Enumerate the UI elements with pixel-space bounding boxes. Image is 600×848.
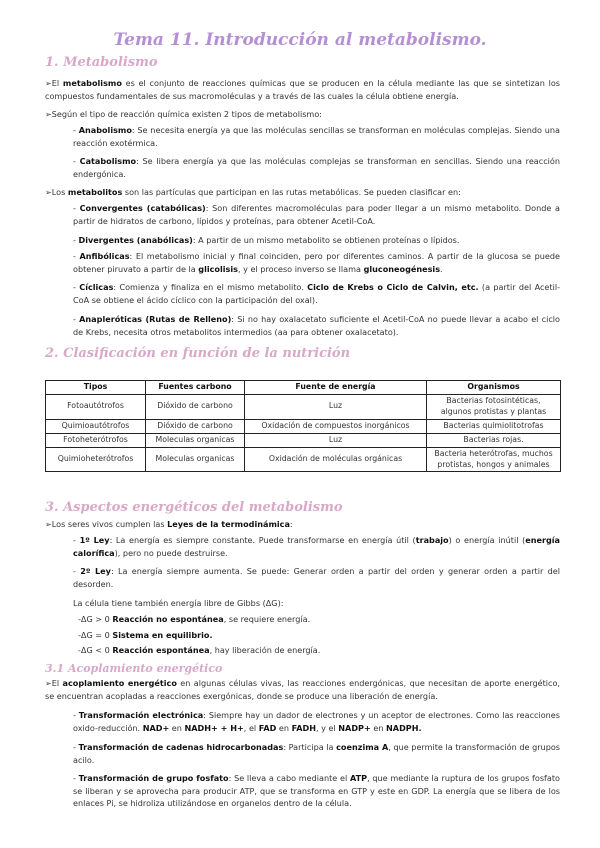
header-fuentes-carbono: Fuentes carbono xyxy=(146,381,245,395)
gibbs-intro: La célula tiene también energía libre de Gibbs (ΔG): xyxy=(73,598,284,608)
anfibolicas-item: - Anfibólicas: El metabolismo inicial y final coinciden, pero por diferentes caminos. A partir de la glucosa se puede obtener piruvato a partir de la glicolisis, y el proceso inverso se llama gluconeogénesis. xyxy=(73,251,560,274)
cell-organismos: Bacterias fotosintéticas, algunos protistas y plantas xyxy=(427,395,561,420)
section-3-heading: 3. Aspectos energéticos del metabolismo xyxy=(45,500,343,515)
grupo-fosfato-item: - Transformación de grupo fosfato: Se lleva a cabo mediante el ATP, que mediante la ruptura de los grupos fosfato se liberan y se aprovecha para producir ATP, que se transforma en GTP y este en GDP. La energía que se libera de los enlaces Pi, se hidroliza utilizándose en organelos dentro de la célula. xyxy=(73,773,560,809)
cell-carbono: Moleculas organicas xyxy=(146,433,245,447)
cell-tipo: Fotoautótrofos xyxy=(46,395,146,420)
nutrition-table xyxy=(45,380,561,472)
metabolism-types-intro: ➢Según el tipo de reacción química existen 2 tipos de metabolismo: xyxy=(45,109,322,119)
header-fuente-energia: Fuente de energía xyxy=(245,381,427,395)
ciclicas-item: - Cíclicas: Comienza y finaliza en el mismo metabolito. Ciclo de Krebs o Ciclo de Calvin, etc. (a partir del Acetil-CoA se obtiene el ácido cíclico con la participación del oxal). xyxy=(73,282,560,305)
cell-energia: Oxidación de moléculas orgánicas xyxy=(245,447,427,472)
anapleroticas-item: - Anapleróticas (Rutas de Relleno): Si no hay oxalacetato suficiente el Acetil-CoA no puede llevar a acabo el ciclo de Krebs, necesita otros metabolitos intermedios (aa para obtener oxalacetato). xyxy=(73,314,560,337)
convergentes-item: - Convergentes (catabólicas): Son diferentes macromoléculas para poder llegar a un mismo metabolito. Donde a partir de hidratos de carbono, lípidos y proteínas, para obtener Acetil-CoA. xyxy=(73,203,560,226)
page-title: Tema 11. Introducción al metabolismo. xyxy=(113,30,487,50)
gibbs-positive: -ΔG > 0 Reacción no espontánea, se requiere energía. xyxy=(78,614,311,624)
transformacion-electronica-item: - Transformación electrónica: Siempre hay un dador de electrones y un aceptor de electrones. Como las reacciones oxido-reducción. NAD+ en NADH+ + H+, el FAD en FADH, y el NADP+ en NADPH. xyxy=(73,710,560,733)
cadenas-hidrocarbonadas-item: - Transformación de cadenas hidrocarbonadas: Participa la coenzima A, que permite la transformación de grupos acilo. xyxy=(73,742,560,765)
table-row xyxy=(46,447,561,472)
metabolismo-definition: ➢El metabolismo es el conjunto de reacciones químicas que se producen en la célula mediante las que se sintetizan los compuestos fundamentales de sus macromoléculas y a través de las cuales la célula obtiene energía. xyxy=(45,78,560,101)
cell-organismos: Bacteria heterótrofas, muchos protistas, hongos y animales xyxy=(427,447,561,472)
cell-energia: Luz xyxy=(245,395,427,420)
table-row xyxy=(46,395,561,420)
cell-energia: Oxidación de compuestos inorgánicos xyxy=(245,419,427,433)
termodinamica-intro: ➢Los seres vivos cumplen las Leyes de la termodinámica: xyxy=(45,519,293,529)
cell-carbono: Dióxido de carbono xyxy=(146,395,245,420)
metabolitos-intro: ➢Los metabolitos son las partículas que participan en las rutas metabólicas. Se pueden clasificar en: xyxy=(45,187,461,197)
table-row xyxy=(46,419,561,433)
header-organismos: Organismos xyxy=(427,381,561,395)
section-2-heading: 2. Clasificación en función de la nutrición xyxy=(45,346,351,361)
header-tipos: Tipos xyxy=(46,381,146,395)
cell-tipo: Fotoheterótrofos xyxy=(46,433,146,447)
section-1-heading: 1. Metabolismo xyxy=(45,55,158,70)
segunda-ley-item: - 2º Ley: La energía siempre aumenta. Se puede: Generar orden a partir del orden y generar orden a partir del desorden. xyxy=(73,566,561,589)
cell-carbono: Moleculas organicas xyxy=(146,447,245,472)
cell-organismos: Bacterias rojas. xyxy=(427,433,561,447)
primera-ley-item: - 1º Ley: La energía es siempre constante. Puede transformarse en energía útil (trabajo) o energía inútil (energía calorífica), pero no puede destruirse. xyxy=(73,535,560,558)
gibbs-zero: -ΔG = 0 Sistema en equilibrio. xyxy=(78,630,213,640)
table-row xyxy=(46,433,561,447)
table-header-row xyxy=(46,381,561,395)
section-3-1-heading: 3.1 Acoplamiento energético xyxy=(45,662,223,675)
gibbs-negative: -ΔG < 0 Reacción espontánea, hay liberación de energía. xyxy=(78,645,321,655)
acoplamiento-definition: ➢El acoplamiento energético en algunas células vivas, las reacciones endergónicas, que necesitan de aporte energético, se encuentran acopladas a reacciones exergónicas, donde se produce una liberación de energía. xyxy=(45,678,560,701)
catabolismo-item: - Catabolismo: Se libera energía ya que las moléculas complejas se transforman en sencillas. Siendo una reacción endergónica. xyxy=(73,156,560,179)
anabolismo-item: - Anabolismo: Se necesita energía ya que las moléculas sencillas se transforman en moléculas complejas. Siendo una reacción exotérmica. xyxy=(73,125,560,148)
cell-organismos: Bacterias quimiolitotrofas xyxy=(427,419,561,433)
divergentes-item: - Divergentes (anabólicas): A partir de un mismo metabolito se obtienen proteínas o lípidos. xyxy=(73,235,460,245)
cell-tipo: Quimioautótrofos xyxy=(46,419,146,433)
cell-tipo: Quimioheterótrofos xyxy=(46,447,146,472)
cell-carbono: Dióxido de carbono xyxy=(146,419,245,433)
cell-energia: Luz xyxy=(245,433,427,447)
